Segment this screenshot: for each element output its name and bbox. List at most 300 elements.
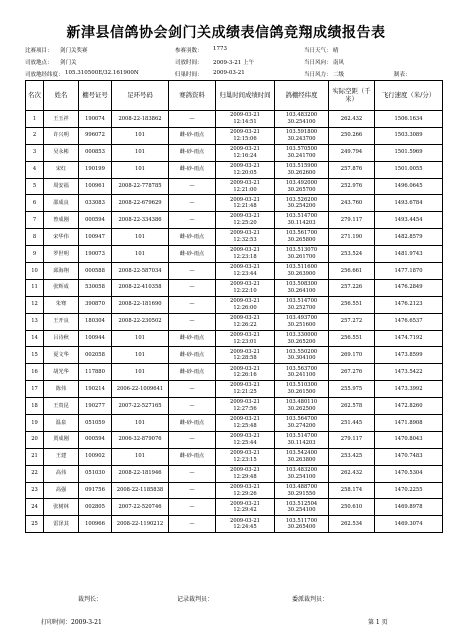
return-clock: 12:23:44 [233, 270, 257, 277]
loft-longitude: 103.480110 [285, 399, 318, 406]
loft-latitude: 30.254100 [287, 118, 316, 125]
table-row [26, 296, 443, 313]
loft-latitude: 30.114203 [287, 220, 316, 227]
cell-name: 朱骞 [44, 296, 79, 313]
cell-rank: 22 [26, 465, 44, 482]
loft-longitude: 103.515900 [285, 162, 318, 169]
return-date: 2009-03-21 [230, 500, 260, 507]
table-row [26, 347, 443, 364]
loft-longitude: 103.514700 [285, 213, 318, 220]
cell-name: 罗世明 [44, 246, 79, 263]
cell-speed: 1493.4454 [375, 212, 443, 229]
cell-distance: 257.876 [329, 161, 375, 178]
cell-race: — [169, 398, 216, 415]
cell-return-time [216, 144, 275, 161]
cell-loft: 190199 [79, 161, 112, 178]
cell-loft: 002805 [79, 499, 112, 516]
cell-loft-coords [275, 296, 329, 313]
cell-loft-coords [275, 178, 329, 195]
table-row [26, 415, 443, 432]
return-date: 2009-03-21 [230, 145, 260, 152]
cell-return-time [216, 448, 275, 465]
table-row [26, 313, 443, 330]
loft-longitude: 103.514700 [285, 297, 318, 304]
cell-speed: 1470.7483 [375, 448, 443, 465]
cell-loft: 100966 [79, 516, 112, 533]
loft-latitude: 30.114203 [287, 439, 316, 446]
wind-force-value: 二级 [333, 72, 345, 78]
cell-return-time [216, 178, 275, 195]
cell-rank: 2 [26, 127, 44, 144]
print-time: 打印时间：2009-3-21 [41, 619, 102, 626]
cell-race: — [169, 499, 216, 516]
table-row [26, 330, 443, 347]
loft-longitude: 103.514700 [285, 433, 318, 440]
cell-distance: 257.226 [329, 279, 375, 296]
table-row [26, 448, 443, 465]
cell-race: — [169, 381, 216, 398]
loft-latitude: 30.265800 [287, 237, 316, 244]
cell-loft: 000594 [79, 431, 112, 448]
page-title: 新津县信鸽协会剑门关成绩表信鸽竞翔成绩报告表 [66, 25, 386, 41]
table-row [26, 431, 443, 448]
entries-label: 参赛羽数： [175, 48, 203, 54]
table-row [26, 111, 443, 128]
cell-race: 雌-砂-雨点 [169, 415, 216, 432]
loft-latitude: 30.243700 [287, 135, 316, 142]
table-row [26, 144, 443, 161]
cell-loft-coords [275, 499, 329, 516]
cell-loft-coords [275, 263, 329, 280]
loft-latitude: 30.265400 [287, 524, 316, 531]
referee-signature: 裁判长： [78, 596, 103, 603]
cell-ring: 101 [112, 330, 169, 347]
return-clock: 12:29:42 [233, 507, 257, 514]
cell-rank: 20 [26, 431, 44, 448]
cell-race: 雌-砂-雨点 [169, 229, 216, 246]
return-clock: 12:21:25 [233, 389, 257, 396]
weather-value: 晴 [333, 48, 339, 54]
cell-loft-coords [275, 398, 329, 415]
cell-loft: 180304 [79, 313, 112, 330]
release-time-value: 2009-3-21 上午 [213, 60, 254, 66]
cell-ring: 2008-22-1185838 [112, 482, 169, 499]
cell-loft: 033083 [79, 195, 112, 212]
cell-ring: 101 [112, 127, 169, 144]
return-clock: 12:29:26 [233, 490, 257, 497]
event-value: 剑门关奖赛 [60, 48, 88, 54]
cell-loft: 117880 [79, 364, 112, 381]
header-speed: 飞行速度（米/分） [375, 81, 443, 111]
cell-return-time [216, 330, 275, 347]
cell-return-time [216, 398, 275, 415]
cell-distance: 255.975 [329, 381, 375, 398]
cell-return-time [216, 381, 275, 398]
return-date: 2009-03-21 [230, 264, 260, 271]
cell-name: 张辉成 [44, 279, 79, 296]
cell-rank: 9 [26, 246, 44, 263]
return-date: 2009-03-21 [230, 517, 260, 524]
cell-speed: 1476.6537 [375, 313, 443, 330]
table-row [26, 127, 443, 144]
loft-longitude: 103.512504 [285, 500, 318, 507]
table-header-row [26, 81, 443, 111]
header-ring: 足环号码 [112, 81, 169, 111]
cell-name: 夏文华 [44, 347, 79, 364]
cell-name: 邱海翔 [44, 263, 79, 280]
return-clock: 12:21:48 [233, 203, 257, 210]
made-by-label: 制表： [394, 72, 411, 78]
cell-race: — [169, 465, 216, 482]
table-row [26, 398, 443, 415]
loft-longitude: 103.511700 [285, 517, 318, 524]
header-distance: 实际空距（千米） [329, 81, 375, 111]
cell-distance: 250.610 [329, 499, 375, 516]
coords-value: 105.310500E/32.161900N [65, 70, 139, 76]
cell-rank: 5 [26, 178, 44, 195]
loft-longitude: 103.330000 [285, 331, 318, 338]
cell-distance: 279.117 [329, 431, 375, 448]
return-date: 2009-03-21 [230, 433, 260, 440]
cell-ring: 101 [112, 144, 169, 161]
loft-longitude: 103.563700 [285, 365, 318, 372]
results-table [25, 80, 443, 533]
return-clock: 12:25:20 [233, 220, 257, 227]
cell-distance: 279.117 [329, 212, 375, 229]
cell-loft: 000853 [79, 144, 112, 161]
cell-loft: 051059 [79, 415, 112, 432]
cell-loft: 190073 [79, 246, 112, 263]
cell-return-time [216, 279, 275, 296]
table-row [26, 381, 443, 398]
entries-value: 1773 [213, 46, 227, 52]
cell-race: — [169, 516, 216, 533]
weather-label: 当日天气： [304, 48, 332, 54]
cell-return-time [216, 195, 275, 212]
loft-latitude: 30.265700 [287, 186, 316, 193]
cell-name: 高强 [44, 482, 79, 499]
cell-return-time [216, 296, 275, 313]
cell-return-time [216, 347, 275, 364]
loft-latitude: 30.263900 [287, 270, 316, 277]
cell-loft-coords [275, 448, 329, 465]
cell-race: — [169, 263, 216, 280]
event-label: 比赛项目： [25, 48, 53, 54]
cell-race: 雌-砂-雨点 [169, 364, 216, 381]
cell-ring: 101 [112, 161, 169, 178]
loft-latitude: 30.254200 [287, 203, 316, 210]
cell-loft: 000588 [79, 263, 112, 280]
return-clock: 12:23:15 [233, 456, 257, 463]
cell-loft: 190074 [79, 111, 112, 128]
cell-distance: 253.425 [329, 448, 375, 465]
return-date: 2009-03-21 [230, 466, 260, 473]
loft-longitude: 103.526200 [285, 196, 318, 203]
cell-speed: 1476.2123 [375, 296, 443, 313]
return-date: 2009-03-21 [230, 129, 260, 136]
release-place-label: 司放地点： [25, 60, 53, 66]
table-row [26, 212, 443, 229]
cell-name: 胡光华 [44, 364, 79, 381]
cell-ring: 2008-22-334386 [112, 212, 169, 229]
return-date: 2009-03-21 [230, 230, 260, 237]
wind-label: 当日风向： [304, 60, 332, 66]
return-time-label: 归巢时间： [175, 72, 203, 78]
loft-latitude: 30.254100 [287, 507, 316, 514]
header-name: 姓名 [44, 81, 79, 111]
cell-name: 贾成刚 [44, 431, 79, 448]
table-row [26, 499, 443, 516]
cell-name: 王玉祥 [44, 111, 79, 128]
cell-loft: 530058 [79, 279, 112, 296]
return-date: 2009-03-21 [230, 112, 260, 119]
return-clock: 12:23:18 [233, 254, 257, 261]
cell-ring: 2008-22-181946 [112, 465, 169, 482]
loft-latitude: 30.304100 [287, 355, 316, 362]
cell-name: 陈伟 [44, 381, 79, 398]
cell-loft-coords [275, 381, 329, 398]
cell-distance: 262.578 [329, 398, 375, 415]
loft-longitude: 103.550200 [285, 348, 318, 355]
cell-rank: 12 [26, 296, 44, 313]
cell-race: — [169, 482, 216, 499]
loft-latitude: 30.261500 [287, 389, 316, 396]
cell-distance: 258.174 [329, 482, 375, 499]
cell-race: — [169, 279, 216, 296]
cell-loft-coords [275, 347, 329, 364]
cell-speed: 1474.7192 [375, 330, 443, 347]
cell-speed: 1471.8908 [375, 415, 443, 432]
cell-distance: 256.661 [329, 263, 375, 280]
cell-name: 张树林 [44, 499, 79, 516]
return-clock: 12:29:48 [233, 473, 257, 480]
return-clock: 12:26:16 [233, 372, 257, 379]
return-clock: 12:16:24 [233, 152, 257, 159]
cell-loft-coords [275, 195, 329, 212]
cell-speed: 1473.3992 [375, 381, 443, 398]
cell-speed: 1470.5304 [375, 465, 443, 482]
cell-name: 吴永彬 [44, 144, 79, 161]
cell-speed: 1472.8260 [375, 398, 443, 415]
cell-speed: 1473.8599 [375, 347, 443, 364]
cell-speed: 1470.8043 [375, 431, 443, 448]
cell-ring: 2006-22-1009641 [112, 381, 169, 398]
cell-race: — [169, 195, 216, 212]
loft-latitude: 30.274200 [287, 422, 316, 429]
cell-loft: 051030 [79, 465, 112, 482]
cell-rank: 7 [26, 212, 44, 229]
cell-name: 许兴明 [44, 127, 79, 144]
cell-return-time [216, 127, 275, 144]
cell-return-time [216, 465, 275, 482]
return-clock: 12:15:06 [233, 135, 257, 142]
return-clock: 12:22:10 [233, 287, 257, 294]
cell-name: 宋红 [44, 161, 79, 178]
cell-distance: 250.266 [329, 127, 375, 144]
return-clock: 12:20:05 [233, 169, 257, 176]
cell-rank: 4 [26, 161, 44, 178]
table-row [26, 263, 443, 280]
cell-speed: 1496.0645 [375, 178, 443, 195]
cell-speed: 1481.9743 [375, 246, 443, 263]
cell-ring: 101 [112, 246, 169, 263]
table-row [26, 178, 443, 195]
cell-distance: 251.445 [329, 415, 375, 432]
loft-longitude: 103.542400 [285, 449, 318, 456]
cell-return-time [216, 161, 275, 178]
cell-speed: 1469.8978 [375, 499, 443, 516]
cell-rank: 17 [26, 381, 44, 398]
cell-return-time [216, 111, 275, 128]
cell-distance: 253.524 [329, 246, 375, 263]
loft-longitude: 103.483200 [285, 466, 318, 473]
cell-loft: 100944 [79, 330, 112, 347]
cell-loft: 100902 [79, 448, 112, 465]
cell-loft: 091756 [79, 482, 112, 499]
loft-longitude: 103.493700 [285, 314, 318, 321]
release-place-value: 剑门关 [60, 60, 77, 66]
cell-ring: 101 [112, 415, 169, 432]
return-date: 2009-03-21 [230, 213, 260, 220]
cell-rank: 19 [26, 415, 44, 432]
loft-longitude: 103.564700 [285, 416, 318, 423]
cell-loft: 190277 [79, 398, 112, 415]
cell-loft-coords [275, 465, 329, 482]
release-time-label: 司放时间： [175, 60, 203, 66]
loft-latitude: 30.262500 [287, 406, 316, 413]
return-date: 2009-03-21 [230, 314, 260, 321]
loft-longitude: 103.570500 [285, 145, 318, 152]
cell-rank: 21 [26, 448, 44, 465]
cell-rank: 24 [26, 499, 44, 516]
cell-ring: 2008-22-1190212 [112, 516, 169, 533]
cell-name: 邵成良 [44, 195, 79, 212]
cell-race: — [169, 111, 216, 128]
cell-race: 雌-砂-雨点 [169, 144, 216, 161]
return-clock: 12:25:48 [233, 422, 257, 429]
cell-rank: 3 [26, 144, 44, 161]
cell-loft-coords [275, 127, 329, 144]
table-row [26, 195, 443, 212]
return-date: 2009-03-21 [230, 416, 260, 423]
cell-return-time [216, 415, 275, 432]
table-row [26, 279, 443, 296]
loft-latitude: 30.251600 [287, 321, 316, 328]
cell-name: 曾成刚 [44, 212, 79, 229]
loft-latitude: 30.264100 [287, 287, 316, 294]
cell-rank: 6 [26, 195, 44, 212]
cell-ring: 2008-22-587034 [112, 263, 169, 280]
return-clock: 12:24:45 [233, 524, 257, 531]
wind-value: 南风 [333, 60, 345, 66]
cell-speed: 1476.2849 [375, 279, 443, 296]
loft-latitude: 30.241700 [287, 152, 316, 159]
return-date: 2009-03-21 [230, 297, 260, 304]
cell-race: 雌-砂-雨点 [169, 127, 216, 144]
cell-loft: 190214 [79, 381, 112, 398]
cell-speed: 1482.8579 [375, 229, 443, 246]
loft-longitude: 103.561700 [285, 230, 318, 237]
table-row [26, 465, 443, 482]
cell-distance: 271.190 [329, 229, 375, 246]
loft-longitude: 103.591800 [285, 129, 318, 136]
cell-loft-coords [275, 229, 329, 246]
cell-ring: 101 [112, 364, 169, 381]
cell-loft-coords [275, 415, 329, 432]
cell-loft-coords [275, 330, 329, 347]
cell-loft-coords [275, 144, 329, 161]
cell-race: — [169, 313, 216, 330]
cell-name: 温泉 [44, 415, 79, 432]
cell-ring: 2008-22-181690 [112, 296, 169, 313]
cell-ring: 2008-22-679629 [112, 195, 169, 212]
cell-race: 雌-砂-雨点 [169, 347, 216, 364]
cell-loft-coords [275, 279, 329, 296]
cell-ring: 2007-22-520746 [112, 499, 169, 516]
table-row [26, 516, 443, 533]
cell-speed: 1470.2255 [375, 482, 443, 499]
return-date: 2009-03-21 [230, 348, 260, 355]
return-clock: 12:27:56 [233, 406, 257, 413]
cell-loft: 000594 [79, 212, 112, 229]
cell-loft-coords [275, 111, 329, 128]
cell-distance: 262.432 [329, 465, 375, 482]
return-date: 2009-03-21 [230, 399, 260, 406]
cell-ring: 101 [112, 229, 169, 246]
loft-latitude: 30.261700 [287, 254, 316, 261]
cell-rank: 16 [26, 364, 44, 381]
cell-loft: 996072 [79, 127, 112, 144]
loft-latitude: 30.252700 [287, 304, 316, 311]
return-date: 2009-03-21 [230, 331, 260, 338]
cell-race: — [169, 431, 216, 448]
cell-distance: 267.276 [329, 364, 375, 381]
return-clock: 12:32:53 [233, 237, 257, 244]
committee-signature: 委派裁判员： [292, 596, 329, 603]
loft-longitude: 103.488700 [285, 483, 318, 490]
cell-distance: 256.551 [329, 330, 375, 347]
cell-name: 王开良 [44, 313, 79, 330]
return-date: 2009-03-21 [230, 247, 260, 254]
header-loft-coords: 鸽棚经纬度 [275, 81, 329, 111]
cell-name: 吕诗秋 [44, 330, 79, 347]
table-row [26, 161, 443, 178]
cell-speed: 1473.5422 [375, 364, 443, 381]
loft-latitude: 30.254100 [287, 473, 316, 480]
coords-label: 司放地经纬度： [25, 72, 64, 78]
cell-return-time [216, 516, 275, 533]
cell-distance: 262.432 [329, 111, 375, 128]
cell-ring: 2008-22-778785 [112, 178, 169, 195]
cell-name: 高伟 [44, 465, 79, 482]
header-loft: 棚号证号 [79, 81, 112, 111]
cell-loft-coords [275, 431, 329, 448]
cell-loft-coords [275, 246, 329, 263]
return-date: 2009-03-21 [230, 449, 260, 456]
cell-race: 雌-砂-雨点 [169, 246, 216, 263]
return-clock: 12:21:00 [233, 186, 257, 193]
cell-return-time [216, 431, 275, 448]
cell-distance: 256.551 [329, 296, 375, 313]
cell-speed: 1493.6784 [375, 195, 443, 212]
cell-return-time [216, 246, 275, 263]
cell-distance: 249.794 [329, 144, 375, 161]
cell-rank: 15 [26, 347, 44, 364]
cell-return-time [216, 499, 275, 516]
cell-speed: 1501.0055 [375, 161, 443, 178]
cell-ring: 2006-32-879076 [112, 431, 169, 448]
table-row [26, 229, 443, 246]
